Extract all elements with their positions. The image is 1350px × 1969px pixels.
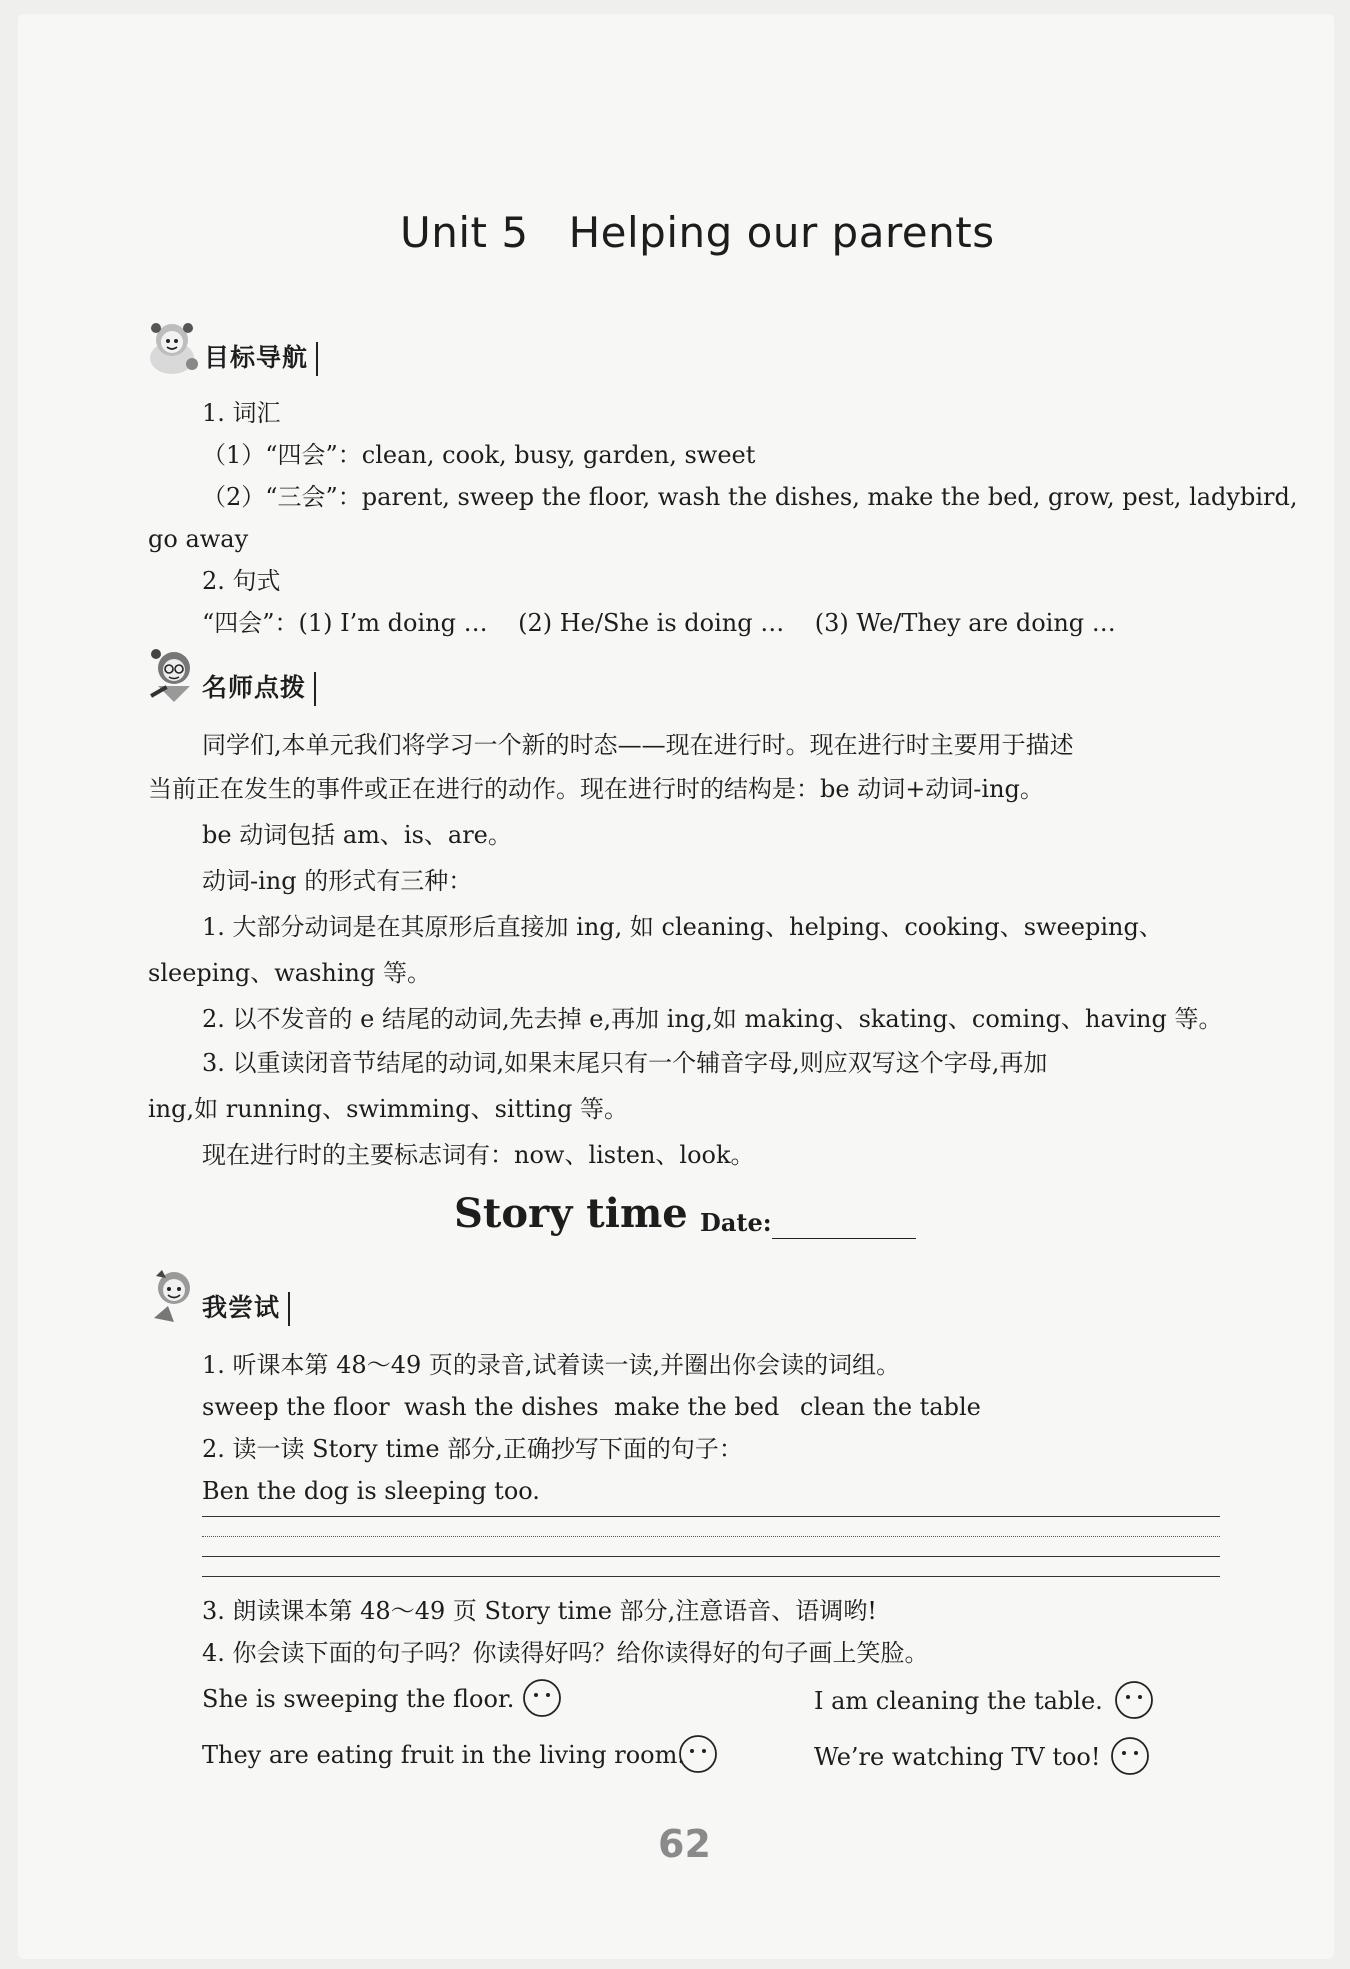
- vocab-three-skills: （2）“三会”：parent, sweep the floor, wash the dishes, make the bed, grow, pest, ladybird,: [202, 483, 1298, 511]
- tips-rule-1-cont: sleeping、washing 等。: [148, 959, 432, 987]
- smiley-face-icon[interactable]: [522, 1678, 562, 1718]
- writing-line-bottom[interactable]: [202, 1576, 1220, 1577]
- phrase-clean-the-table[interactable]: clean the table: [800, 1393, 981, 1421]
- tips-paragraph-3: 动词-ing 的形式有三种：: [202, 867, 473, 895]
- tips-rule-3-cont: ing,如 running、swimming、sitting 等。: [148, 1095, 629, 1123]
- tips-paragraph-4: 现在进行时的主要标志词有：now、listen、look。: [202, 1141, 755, 1169]
- phrase-make-the-bed[interactable]: make the bed: [614, 1393, 780, 1421]
- sentence-i-cleaning: I am cleaning the table.: [814, 1687, 1103, 1715]
- pattern-heading: 2. 句式: [202, 567, 281, 595]
- unit-title: [400, 208, 995, 257]
- sentence-we-watching: We’re watching TV too!: [814, 1743, 1101, 1771]
- date-blank[interactable]: [772, 1238, 916, 1239]
- boy-mascot-icon: [148, 1266, 200, 1326]
- smiley-face-icon[interactable]: [1114, 1680, 1154, 1720]
- try-label: 我尝试: [200, 1292, 290, 1326]
- try-question-4: 4. 你会读下面的句子吗？你读得好吗？给你读得好的句子画上笑脸。: [202, 1639, 929, 1667]
- tips-paragraph-1: 同学们,本单元我们将学习一个新的时态——现在进行时。现在进行时主要用于描述: [202, 731, 1074, 759]
- writing-line-middle[interactable]: [202, 1536, 1220, 1537]
- copy-sentence: Ben the dog is sleeping too.: [202, 1477, 540, 1505]
- story-time-title: Story time: [454, 1190, 688, 1237]
- pattern-line: “四会”：(1) I’m doing … (2) He/She is doing … (3) We/They are doing …: [202, 609, 1116, 637]
- goals-label: 目标导航: [202, 342, 318, 376]
- vocab-four-skills: （1）“四会”：clean, cook, busy, garden, sweet: [202, 441, 756, 469]
- girl-mascot-icon: [146, 318, 202, 376]
- unit-number: Unit 5: [400, 208, 529, 257]
- try-header: [148, 1266, 290, 1326]
- sentence-they-eating: They are eating fruit in the living room.: [202, 1741, 685, 1769]
- page-number: 62: [658, 1822, 711, 1866]
- tips-rule-1: 1. 大部分动词是在其原形后直接加 ing, 如 cleaning、helping、cooking、sweeping、: [202, 913, 1163, 941]
- tips-label: 名师点拨: [200, 672, 316, 706]
- tips-header: [148, 646, 316, 706]
- smiley-face-icon[interactable]: [678, 1734, 718, 1774]
- unit-name: Helping our parents: [568, 208, 995, 257]
- writing-line-base[interactable]: [202, 1556, 1220, 1557]
- try-question-3: 3. 朗读课本第 48～49 页 Story time 部分,注意语音、语调哟!: [202, 1597, 877, 1625]
- goals-header: [146, 318, 318, 376]
- tips-rule-3: 3. 以重读闭音节结尾的动词,如果末尾只有一个辅音字母,则应双写这个字母,再加: [202, 1049, 1048, 1077]
- date-label: Date:: [700, 1208, 772, 1237]
- sentence-she-sweeping: She is sweeping the floor.: [202, 1685, 515, 1713]
- try-question-1: 1. 听课本第 48～49 页的录音,试着读一读,并圈出你会读的词组。: [202, 1351, 901, 1379]
- teacher-mascot-icon: [148, 646, 200, 706]
- vocab-three-skills-cont: go away: [148, 525, 249, 553]
- vocab-heading: 1. 词汇: [202, 399, 281, 427]
- writing-line-top[interactable]: [202, 1516, 1220, 1517]
- smiley-face-icon[interactable]: [1110, 1736, 1150, 1776]
- try-question-2: 2. 读一读 Story time 部分,正确抄写下面的句子：: [202, 1435, 743, 1463]
- tips-paragraph-2: be 动词包括 am、is、are。: [202, 821, 512, 849]
- tips-rule-2: 2. 以不发音的 e 结尾的动词,先去掉 e,再加 ing,如 making、skating、coming、having 等。: [202, 1005, 1223, 1033]
- tips-paragraph-1-cont: 当前正在发生的事件或正在进行的动作。现在进行时的结构是：be 动词+动词-ing。: [148, 775, 1044, 803]
- phrase-sweep-the-floor[interactable]: sweep the floor: [202, 1393, 390, 1421]
- phrase-wash-the-dishes[interactable]: wash the dishes: [404, 1393, 599, 1421]
